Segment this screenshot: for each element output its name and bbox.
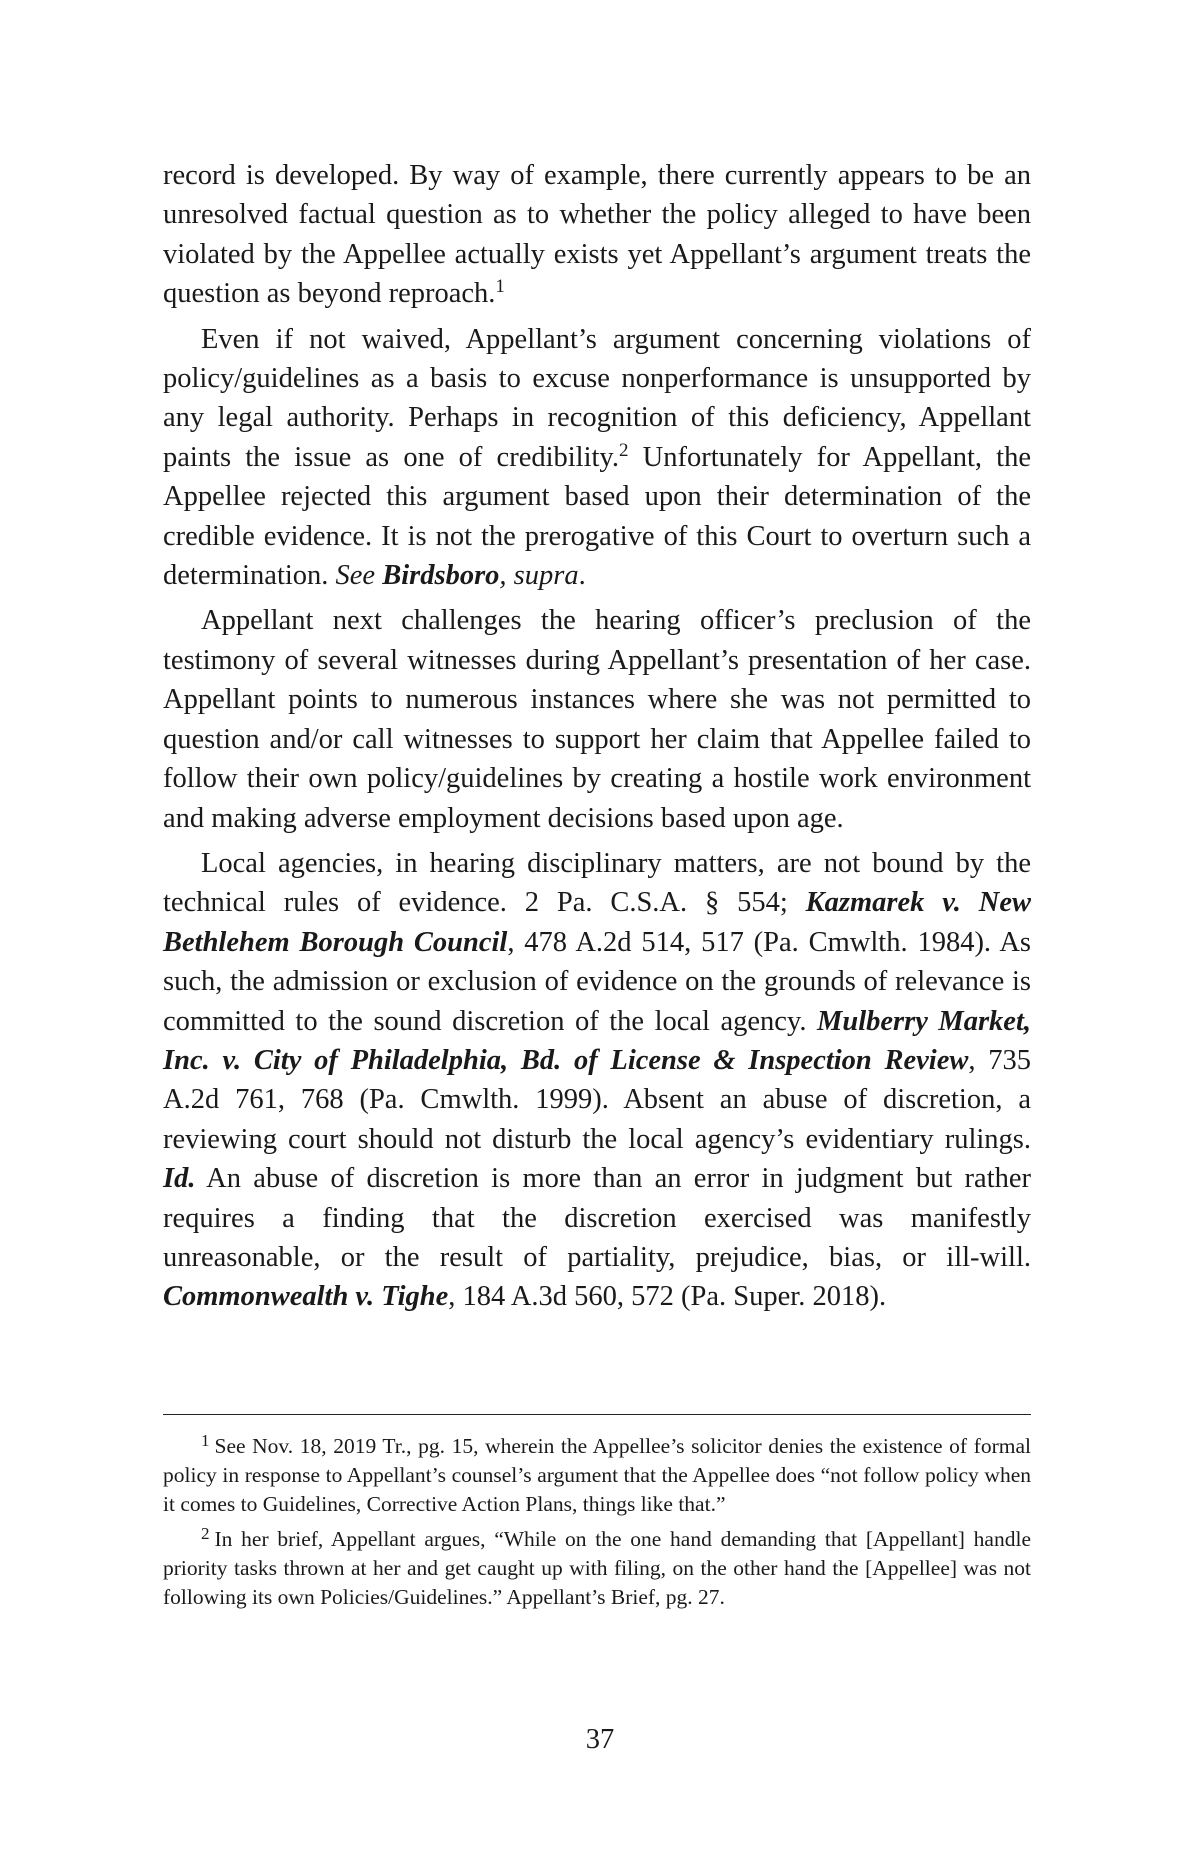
footnote-1 [163, 1432, 1031, 1519]
case-citation-mulberry-market: Mulberry Market, Inc. v. City of Philadelphia, Bd. of License & Inspection Review [163, 1005, 1031, 1076]
paragraph-4-text-b: , 478 A.2d 514, 517 (Pa. Cmwlth. 1984). As such, the admission or exclusion of evidence on the grounds of relevance is committed to the sound discretion of the local agency. [163, 926, 1031, 1037]
footnote-2-text: In her brief, Appellant argues, “While on the one hand demanding that [Appellant] handle priority tasks thrown at her and get caught up with filing, on the other hand the [Appellee] was not following its own Policies/Guidelines.” Appellant’s Brief, pg. 27. [163, 1527, 1031, 1609]
paragraph-2-end: . [578, 560, 586, 592]
paragraph-4-text-a: Local agencies, in hearing disciplinary matters, are not bound by the technical rules of evidence. 2 Pa. C.S.A. § 554; [163, 847, 1031, 919]
paragraph-1 [163, 156, 1031, 314]
footnote-1-text: See Nov. 18, 2019 Tr., pg. 15, wherein the Appellee’s solicitor denies the existence of formal policy in response to Appellant’s counsel’s argument that the Appellee does “not follow policy when it comes to Guidelines, Corrective Action Plans, things like that.” [163, 1434, 1031, 1516]
signal-supra: , supra [499, 560, 579, 592]
page-number: 37 [585, 1724, 615, 1755]
signal-see: See [335, 560, 376, 592]
footnote-2-number: 2 [201, 1524, 210, 1543]
case-citation-kazmarek: Kazmarek v. New Bethlehem Borough Council [163, 887, 1031, 958]
paragraph-3 [163, 601, 1031, 837]
case-citation-tighe: Commonwealth v. Tighe [163, 1281, 449, 1313]
footnotes [163, 1432, 1031, 1618]
footnote-ref-2: 2 [618, 439, 629, 461]
paragraph-4-text-d: An abuse of discretion is more than an error in judgment but rather requires a finding that the discretion exercised was manifestly unreasonable, or the result of partiality, prejudice, bias, or ill-will. [163, 1163, 1031, 1273]
footnote-2 [163, 1525, 1031, 1612]
paragraph-2-text-b: Unfortunately for Appellant, the Appellee rejected this argument based upon their determination of the credible evidence. It is not the prerogative of this Court to overturn such a determination. [163, 441, 1032, 592]
footnote-ref-1: 1 [495, 276, 505, 298]
paragraph-2 [163, 320, 1031, 596]
paragraph-4-text-c: , 735 A.2d 761, 768 (Pa. Cmwlth. 1999). Absent an abuse of discretion, a reviewing court should not disturb the local agency’s evidentiary rulings. [163, 1044, 1031, 1155]
case-citation-birdsboro: Birdsboro [382, 560, 500, 592]
paragraph-3-text: Appellant next challenges the hearing officer’s preclusion of the testimony of several witnesses during Appellant’s presentation of her case. Appellant points to numerous instances where she was not permitted to question and/or call witnesses to support her claim that Appellee failed to follow their own policy/guidelines by creating a hostile work environment and making adverse employment decisions based upon age. [163, 605, 1031, 834]
paragraph-4 [163, 844, 1031, 1317]
paragraph-2-text-a: Even if not waived, Appellant’s argument concerning violations of policy/guidelines as a basis to excuse nonperformance is unsupported by any legal authority. Perhaps in recognition of this deficiency, Appellant paints the issue as one of credibility. [163, 323, 1031, 473]
case-citation-id: Id. [163, 1163, 196, 1195]
opinion-body [163, 156, 1031, 1323]
paragraph-1-text: record is developed. By way of example, there currently appears to be an unresolved factual question as to whether the policy alleged to have been violated by the Appellee actually exists yet Appellant’s argument treats the question as beyond reproach. [163, 160, 1031, 310]
footnote-1-number: 1 [201, 1431, 210, 1450]
paragraph-4-text-e: , 184 A.3d 560, 572 (Pa. Super. 2018). [448, 1281, 887, 1313]
footnote-divider [163, 1414, 1031, 1415]
